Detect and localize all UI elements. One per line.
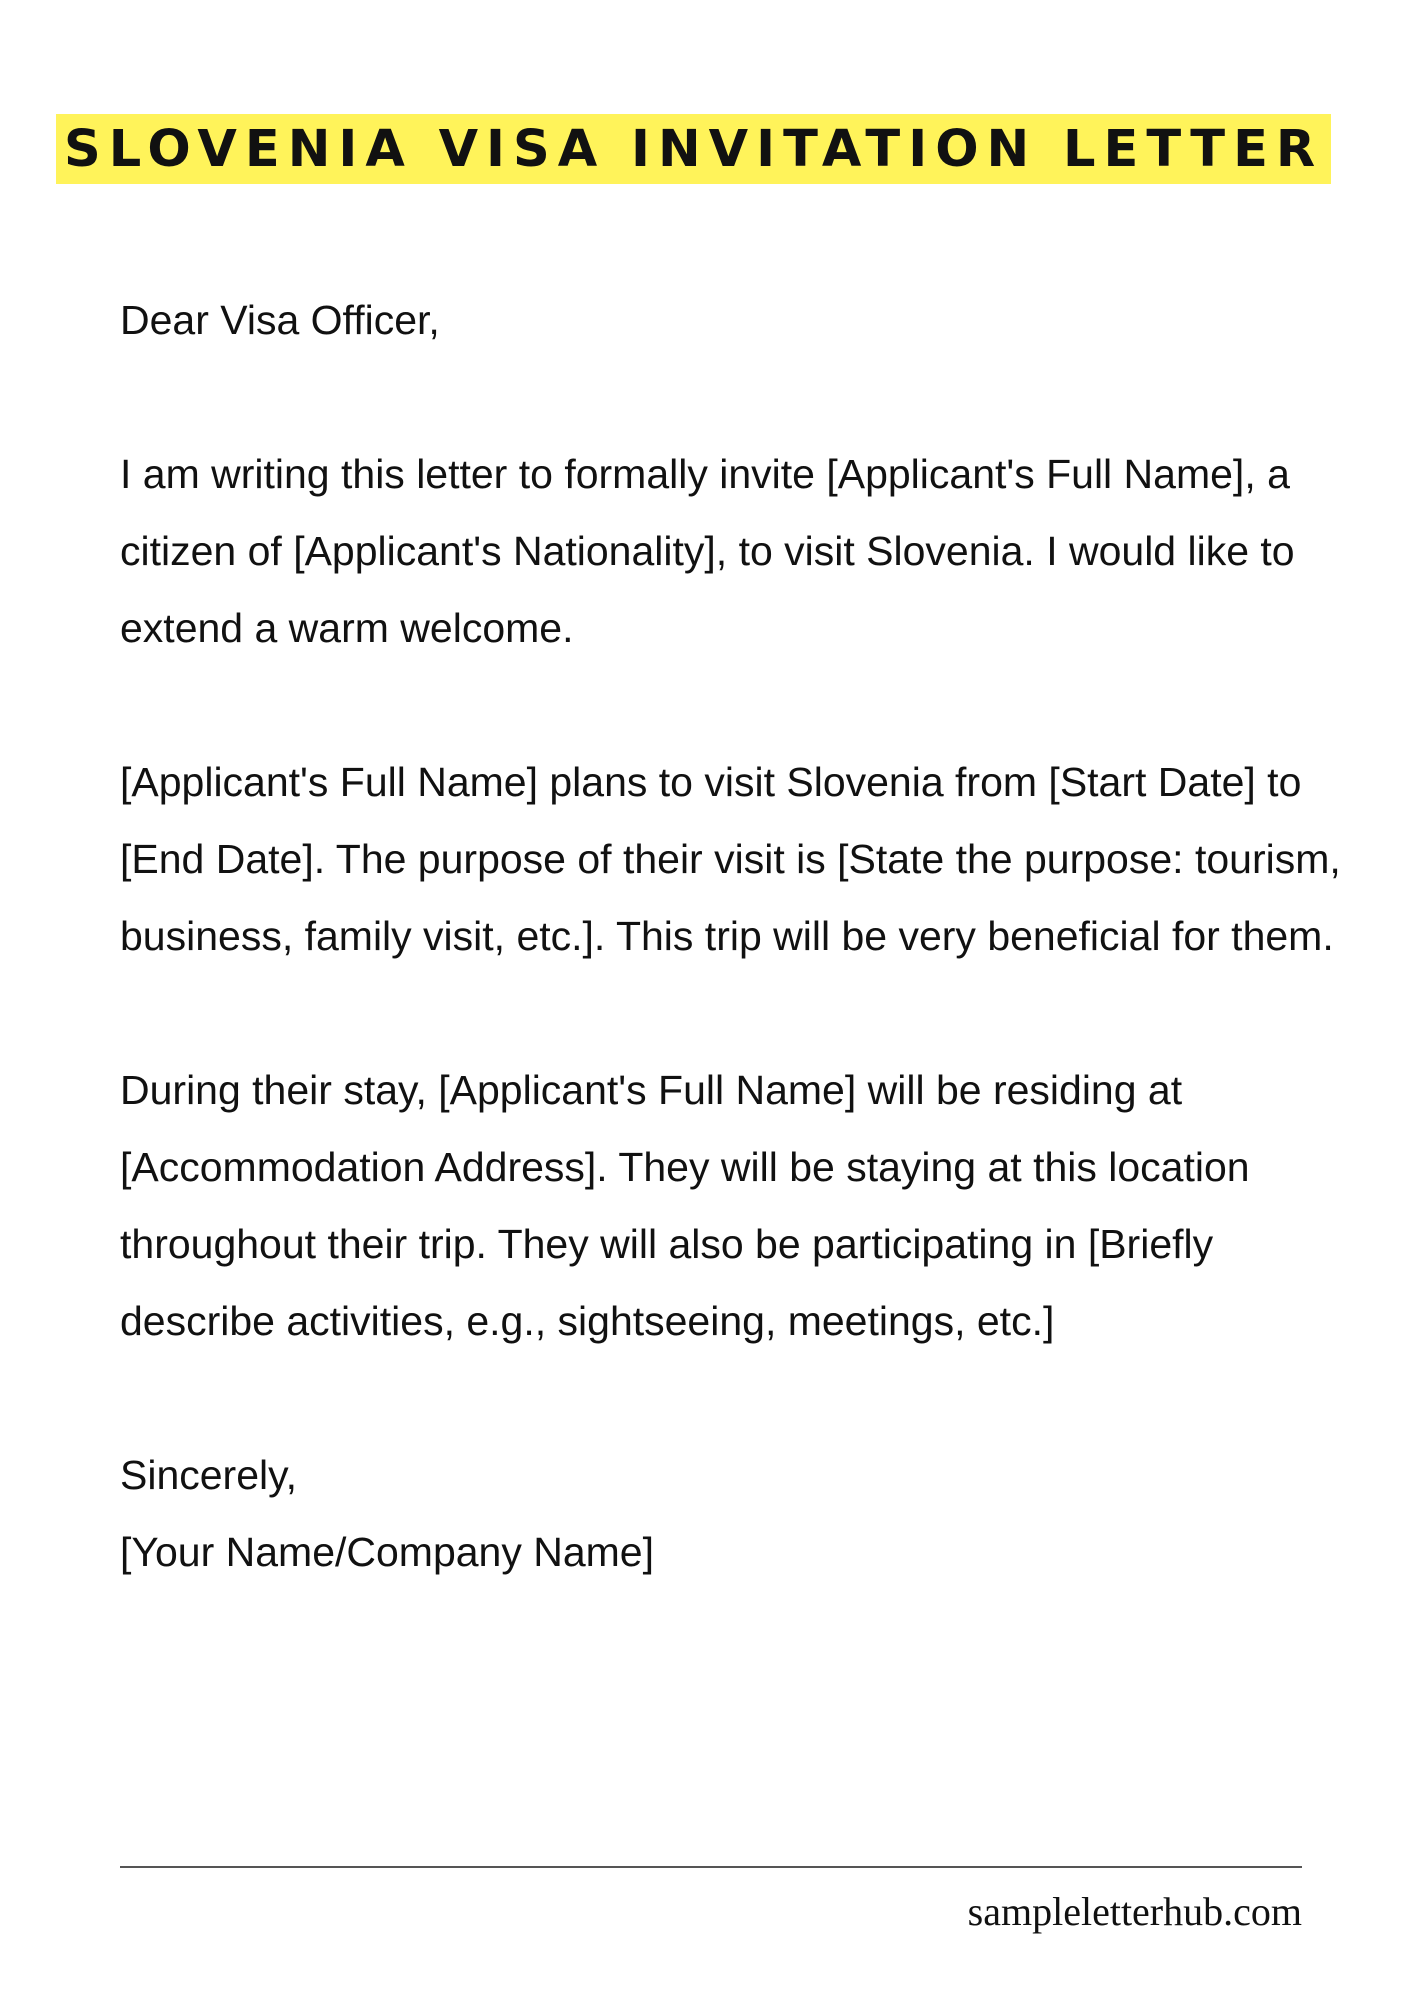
paragraph-visit-plans: [Applicant's Full Name] plans to visit Slovenia from [Start Date] to [End Date]. The purpose of their visit is [State the purpose: tourism, business, family visit, etc.]. This trip will be very beneficial for them. xyxy=(120,759,1341,959)
website-link[interactable]: sampleletterhub.com xyxy=(967,1889,1302,1934)
closing: Sincerely, xyxy=(120,1452,297,1498)
paragraph-invitation: I am writing this letter to formally invite [Applicant's Full Name], a citizen of [Applicant's Nationality], to visit Slovenia. I would like to extend a warm welcome. xyxy=(120,451,1295,651)
signature: [Your Name/Company Name] xyxy=(120,1529,655,1575)
paragraph-stay-details: During their stay, [Applicant's Full Name] will be residing at [Accommodation Address]. They will be staying at this location throughout their trip. They will also be participating in [Briefly describe activities, e.g., sightseeing, meetings, etc.] xyxy=(120,1067,1250,1344)
title-highlight xyxy=(56,114,1331,184)
letter-body xyxy=(120,282,1350,1591)
page-title: SLOVENIA VISA INVITATION LETTER xyxy=(64,119,1324,179)
salutation: Dear Visa Officer, xyxy=(120,297,440,343)
footer-divider xyxy=(120,1866,1302,1868)
